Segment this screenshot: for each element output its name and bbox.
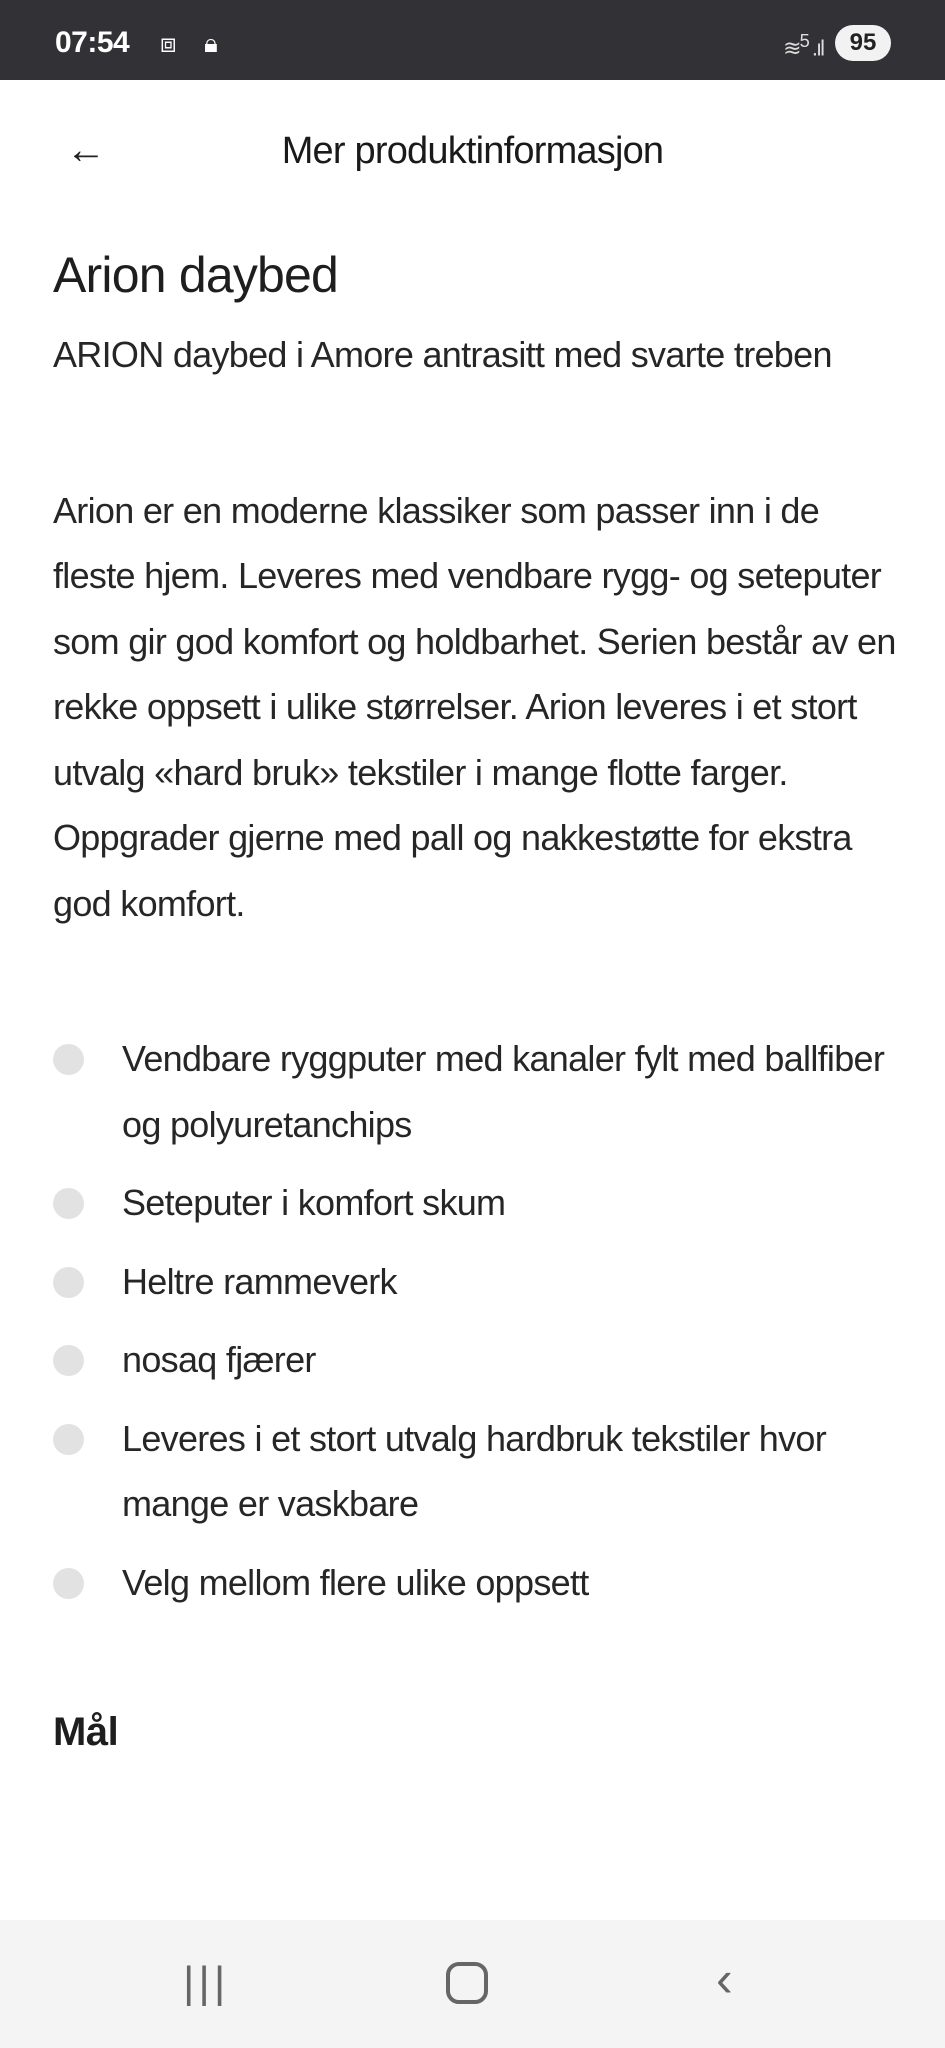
status-time: 07:54 bbox=[55, 26, 130, 59]
bullet-icon bbox=[53, 1267, 84, 1298]
list-item bbox=[53, 1170, 903, 1236]
signal-icon: ≋$^5$ .ıl bbox=[783, 30, 823, 61]
bullet-icon bbox=[53, 1424, 84, 1455]
feature-text: Seteputer i komfort skum bbox=[122, 1182, 506, 1223]
product-description: Arion er en moderne klassiker som passer inn i de fleste hjem. Leveres med vendbare rygg- og seteputer som gir god komfort og holdbarhet. Serien består av en rekke oppsett i ulike størrelser. Arion leveres i et stort utvalg «hard bruk» tekstiler i mange flotte farger. Oppgrader gjerne med pall og nakkestøtte for ekstra god komfort. bbox=[53, 489, 896, 924]
feature-text: Vendbare ryggputer med kanaler fylt med ballfiber og polyuretanchips bbox=[122, 1038, 885, 1145]
list-item bbox=[53, 1026, 903, 1157]
list-item bbox=[53, 1406, 903, 1537]
feature-text: Leveres i et stort utvalg hardbruk tekstiler hvor mange er vaskbare bbox=[122, 1417, 827, 1524]
arrow-left-icon[interactable]: ← bbox=[66, 128, 106, 172]
system-nav-bar bbox=[0, 1920, 945, 2048]
recent-apps-icon[interactable]: ||| bbox=[183, 1958, 230, 2007]
bullet-icon bbox=[53, 1044, 84, 1075]
product-subtitle: ARION daybed i Amore antrasitt med svarte treben bbox=[53, 334, 832, 375]
feature-text: Velg mellom flere ulike oppsett bbox=[122, 1561, 589, 1603]
back-nav-icon[interactable]: ‹ bbox=[716, 1951, 733, 2007]
feature-text: nosaq fjærer bbox=[122, 1339, 316, 1380]
bullet-icon bbox=[53, 1188, 84, 1219]
status-bar bbox=[0, 0, 945, 80]
top-bar bbox=[0, 80, 945, 225]
section-title-dimensions: Mål bbox=[53, 1710, 119, 1754]
screenshot-icon: ⧈ bbox=[160, 28, 177, 58]
list-item bbox=[53, 1550, 903, 1616]
battery-indicator: 95 bbox=[835, 25, 891, 61]
product-info bbox=[53, 240, 903, 1755]
home-icon[interactable] bbox=[446, 1962, 488, 2004]
feature-list bbox=[53, 1026, 903, 1615]
page-title: Mer produktinformasjon bbox=[281, 130, 664, 172]
lock-icon: 🔒︎ bbox=[204, 28, 218, 58]
bullet-icon bbox=[53, 1345, 84, 1376]
list-item bbox=[53, 1327, 903, 1393]
network-label: 5 bbox=[799, 30, 808, 51]
bullet-icon bbox=[53, 1568, 84, 1599]
list-item bbox=[53, 1249, 903, 1315]
product-title: Arion daybed bbox=[53, 247, 339, 303]
feature-text: Heltre rammeverk bbox=[122, 1260, 397, 1302]
